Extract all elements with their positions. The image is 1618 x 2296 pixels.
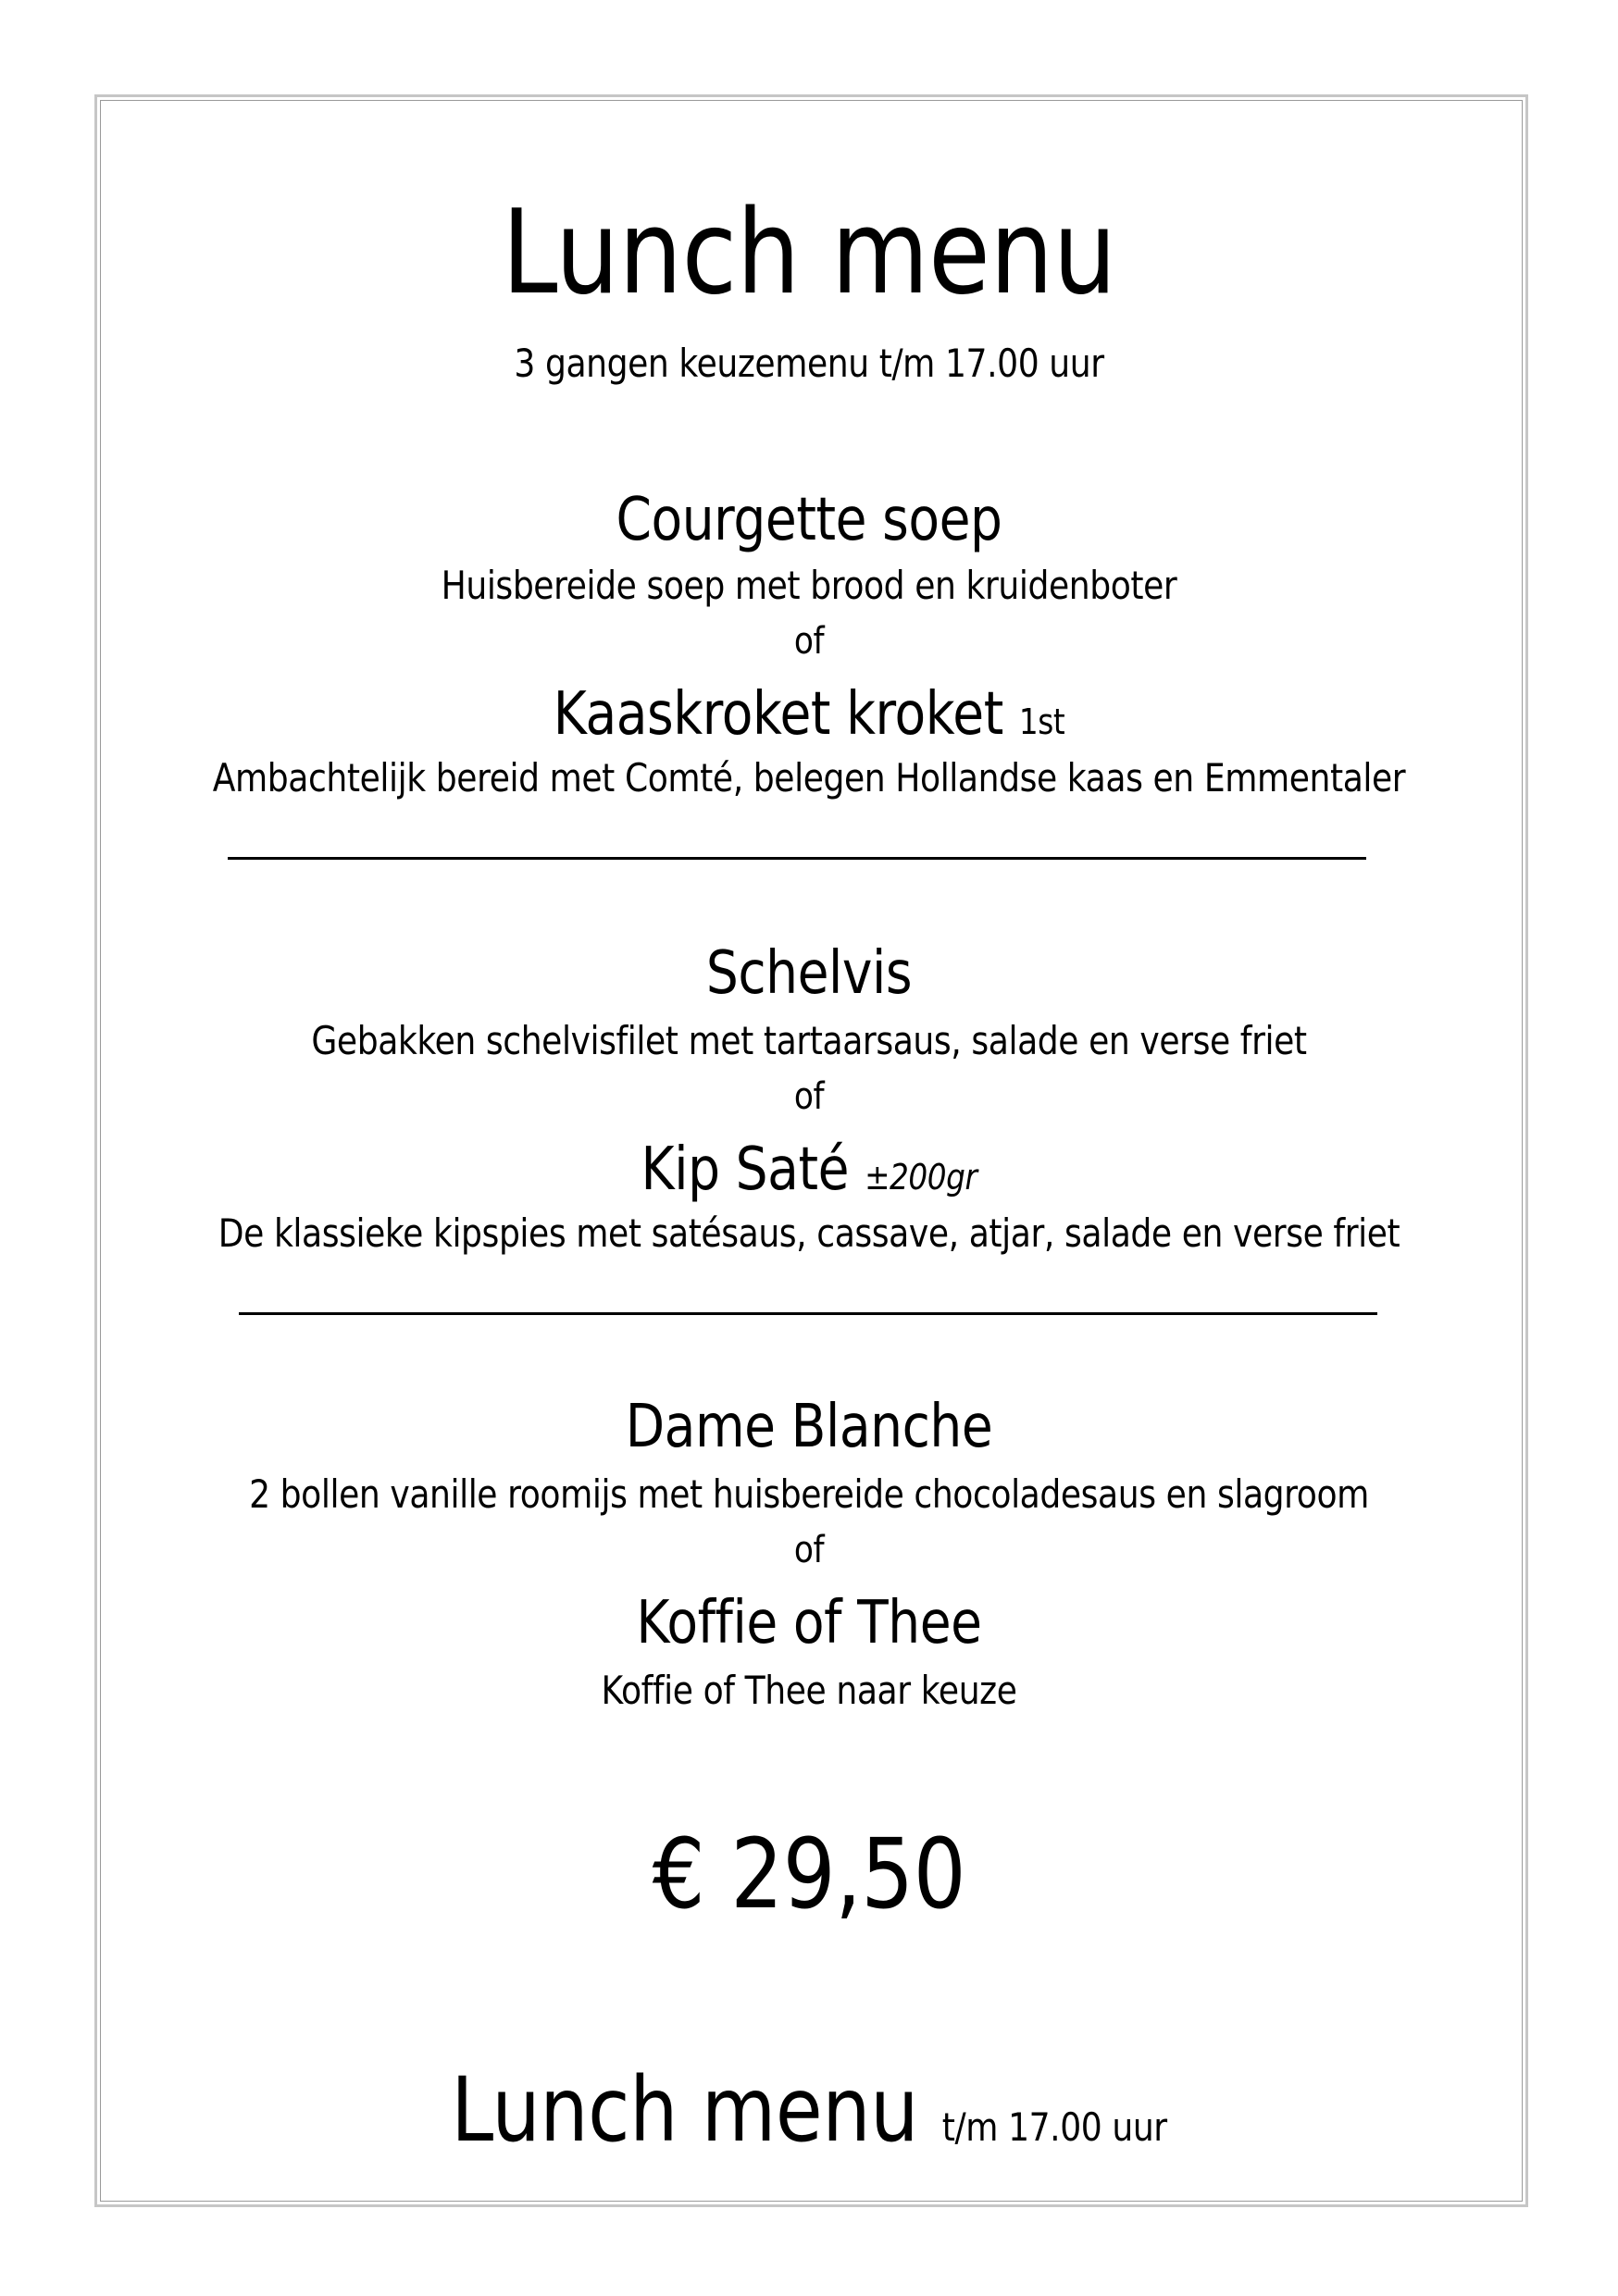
- dish-courgette-soep-description: Huisbereide soep met brood en kruidenboter: [441, 563, 1177, 608]
- dish-kaaskroket-name: [113, 677, 1504, 759]
- dish-kaaskroket-note: 1st: [1018, 701, 1065, 742]
- dish-kaaskroket-name-text: Kaaskroket kroket: [553, 680, 1003, 749]
- dish-kip-sate-note: ±200gr: [865, 1157, 977, 1198]
- dish-kip-sate-description: De klassieke kipspies met satésaus, cassave, atjar, salade en verse friet: [218, 1210, 1400, 1256]
- course3-separator: of: [793, 1529, 825, 1571]
- divider-2: [239, 1312, 1377, 1315]
- footer-title-text: Lunch menu: [451, 2058, 918, 2162]
- dish-dame-blanche-description: 2 bollen vanille roomijs met huisbereide chocoladesaus en slagroom: [249, 1471, 1369, 1517]
- menu-price: € 29,50: [652, 1818, 966, 1930]
- course1-separator: of: [793, 620, 825, 663]
- dish-kaaskroket-description: Ambachtelijk bereid met Comté, belegen Hollandse kaas en Emmentaler: [212, 755, 1406, 800]
- menu-title: Lunch menu: [502, 184, 1116, 320]
- footer-title: [113, 2056, 1504, 2181]
- dish-koffie-thee-description: Koffie of Thee naar keuze: [601, 1668, 1017, 1713]
- dish-dame-blanche-name: Dame Blanche: [625, 1393, 993, 1461]
- dish-schelvis-description: Gebakken schelvisfilet met tartaarsaus, salade en verse friet: [311, 1018, 1307, 1063]
- dish-kip-sate-name-text: Kip Saté: [641, 1136, 850, 1204]
- dish-kip-sate-name: [113, 1133, 1504, 1214]
- course2-separator: of: [793, 1075, 825, 1118]
- footer-note: t/m 17.00 uur: [941, 2104, 1167, 2150]
- divider-1: [228, 857, 1366, 860]
- dish-courgette-soep-name: Courgette soep: [616, 486, 1002, 554]
- menu-subtitle: 3 gangen keuzemenu t/m 17.00 uur: [514, 341, 1104, 386]
- dish-koffie-thee-name: Koffie of Thee: [636, 1589, 982, 1657]
- dish-schelvis-name: Schelvis: [705, 939, 913, 1008]
